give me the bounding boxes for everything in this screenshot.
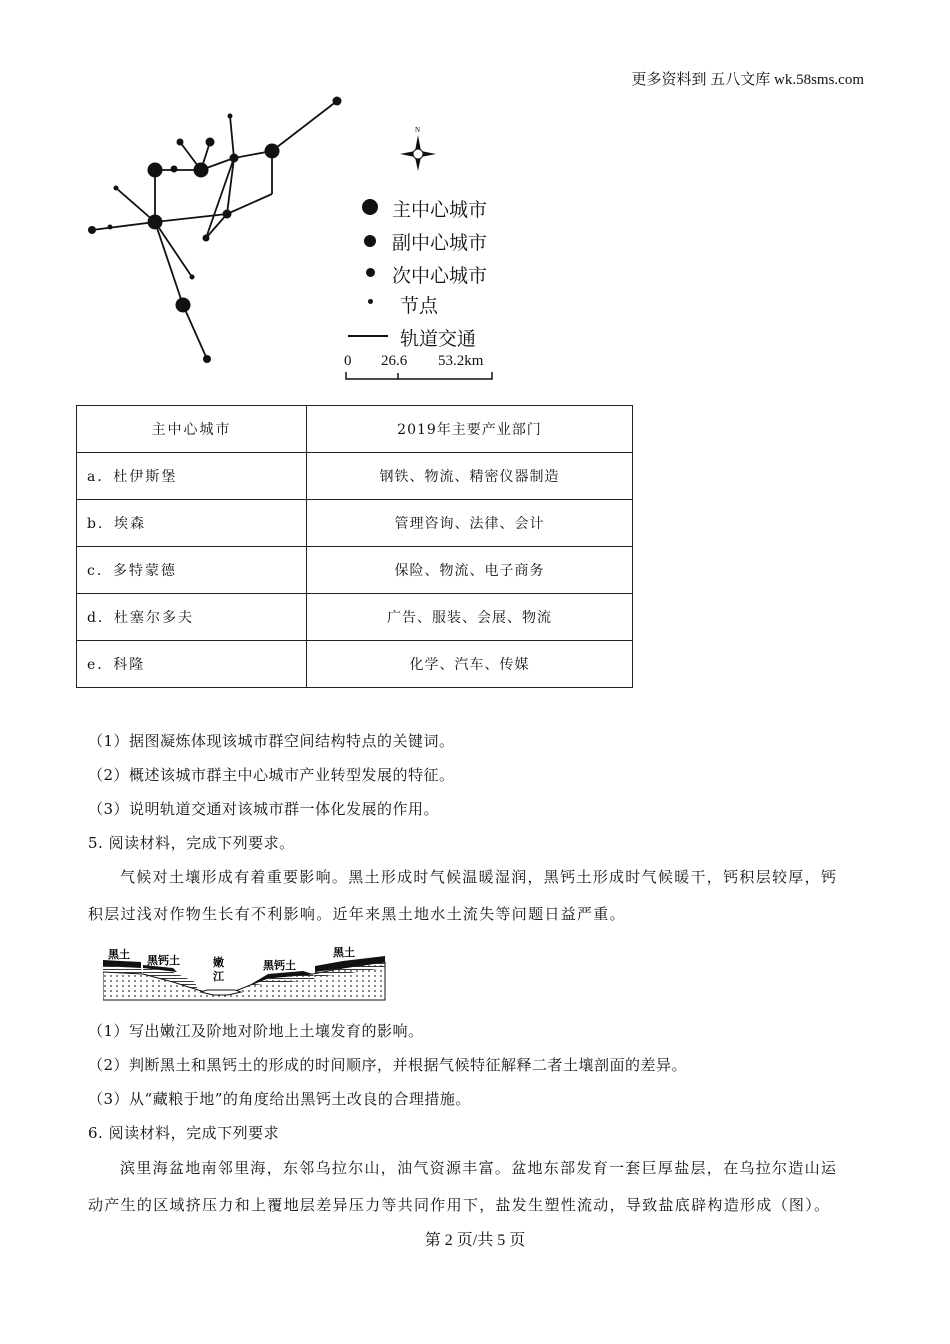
q5-sub-question: （2）判断黑土和黑钙土的形成的时间顺序，并根据气候特征解释二者土壤剖面的差异。 <box>88 1056 688 1074</box>
page-header: 更多资料到 五八文库 wk.58sms.com <box>631 72 864 88</box>
table-cell-industry: 钢铁、物流、精密仪器制造 <box>307 453 633 500</box>
q4-sub-question: （3）说明轨道交通对该城市群一体化发展的作用。 <box>88 800 440 818</box>
legend-rail-line <box>348 335 388 337</box>
table-row <box>77 594 633 641</box>
legend-rail: 轨道交通 <box>400 328 477 350</box>
table-row <box>77 547 633 594</box>
river-label: 江 <box>213 970 224 983</box>
table-cell-city: d．杜塞尔多夫 <box>77 594 307 641</box>
table-header-city: 主中心城市 <box>77 406 307 453</box>
table-row <box>77 453 633 500</box>
table-cell-industry: 广告、服装、会展、物流 <box>307 594 633 641</box>
table-cell-city: a．杜伊斯堡 <box>77 453 307 500</box>
q6-title: 6. 阅读材料，完成下列要求 <box>88 1124 280 1142</box>
rail-lines <box>92 101 337 359</box>
table-header-row <box>77 406 633 453</box>
q6-paragraph-line: 滨里海盆地南邻里海，东邻乌拉尔山，油气资源丰富。盆地东部发育一套巨厚盐层，在乌拉尔造山运 <box>120 1159 838 1177</box>
legend-node-dot <box>368 299 373 304</box>
soil-profile-diagram <box>103 944 388 1002</box>
legend-node: 节点 <box>400 295 439 317</box>
q5-paragraph-line: 气候对土壤形成有着重要影响。黑土形成时气候温暖湿润，黑钙土形成时气候暖干，钙积层较厚，钙 <box>120 868 838 886</box>
soil-label: 黑土 <box>333 946 355 959</box>
scale-label-mid: 26.6 <box>381 353 408 369</box>
table-cell-industry: 化学、汽车、传媒 <box>307 641 633 688</box>
q4-sub-question: （1）据图凝炼体现该城市群空间结构特点的关键词。 <box>88 732 455 750</box>
industry-table <box>76 405 633 688</box>
legend-sub-city: 副中心城市 <box>392 232 488 254</box>
soil-label: 黑钙土 <box>147 954 180 967</box>
table-cell-city: c．多特蒙德 <box>77 547 307 594</box>
scale-bar <box>345 370 495 382</box>
q4-sub-question: （2）概述该城市群主中心城市产业转型发展的特征。 <box>88 766 455 784</box>
legend-main-city: 主中心城市 <box>392 199 488 221</box>
q5-title: 5. 阅读材料，完成下列要求。 <box>88 834 295 852</box>
table-cell-city: e．科隆 <box>77 641 307 688</box>
soil-label: 黑钙土 <box>263 959 296 972</box>
table-cell-industry: 保险、物流、电子商务 <box>307 547 633 594</box>
q5-sub-question: （1）写出嫩江及阶地对阶地上土壤发育的影响。 <box>88 1022 424 1040</box>
compass-rose-icon <box>398 123 438 171</box>
river-label: 嫩 <box>213 956 224 969</box>
q6-paragraph-line: 动产生的区域挤压力和上覆地层差异压力等共同作用下，盐发生塑性流动，导致盐底辟构造形成（图）。 <box>88 1196 831 1214</box>
scale-label-0: 0 <box>344 353 352 369</box>
page-footer: 第 2 页/共 5 页 <box>424 1232 526 1249</box>
table-cell-industry: 管理咨询、法律、会计 <box>307 500 633 547</box>
table-cell-city: b．埃森 <box>77 500 307 547</box>
city-nodes <box>88 97 342 364</box>
legend-secondary-dot <box>366 268 375 277</box>
legend-main-dot <box>362 197 370 214</box>
q5-paragraph-line: 积层过浅对作物生长有不利影响。近年来黑土地水土流失等问题日益严重。 <box>88 905 626 923</box>
table-row <box>77 641 633 688</box>
north-label: N <box>415 126 421 134</box>
q5-sub-question: （3）从“藏粮于地”的角度给出黑钙土改良的合理措施。 <box>88 1090 471 1108</box>
legend-secondary-city: 次中心城市 <box>392 265 488 287</box>
table-row <box>77 500 633 547</box>
table-header-industry: 2019年主要产业部门 <box>307 406 633 453</box>
scale-label-end: 53.2km <box>438 353 484 369</box>
soil-label: 黑土 <box>108 948 130 961</box>
city-network-map <box>80 92 360 377</box>
legend-sub-dot <box>364 235 376 247</box>
